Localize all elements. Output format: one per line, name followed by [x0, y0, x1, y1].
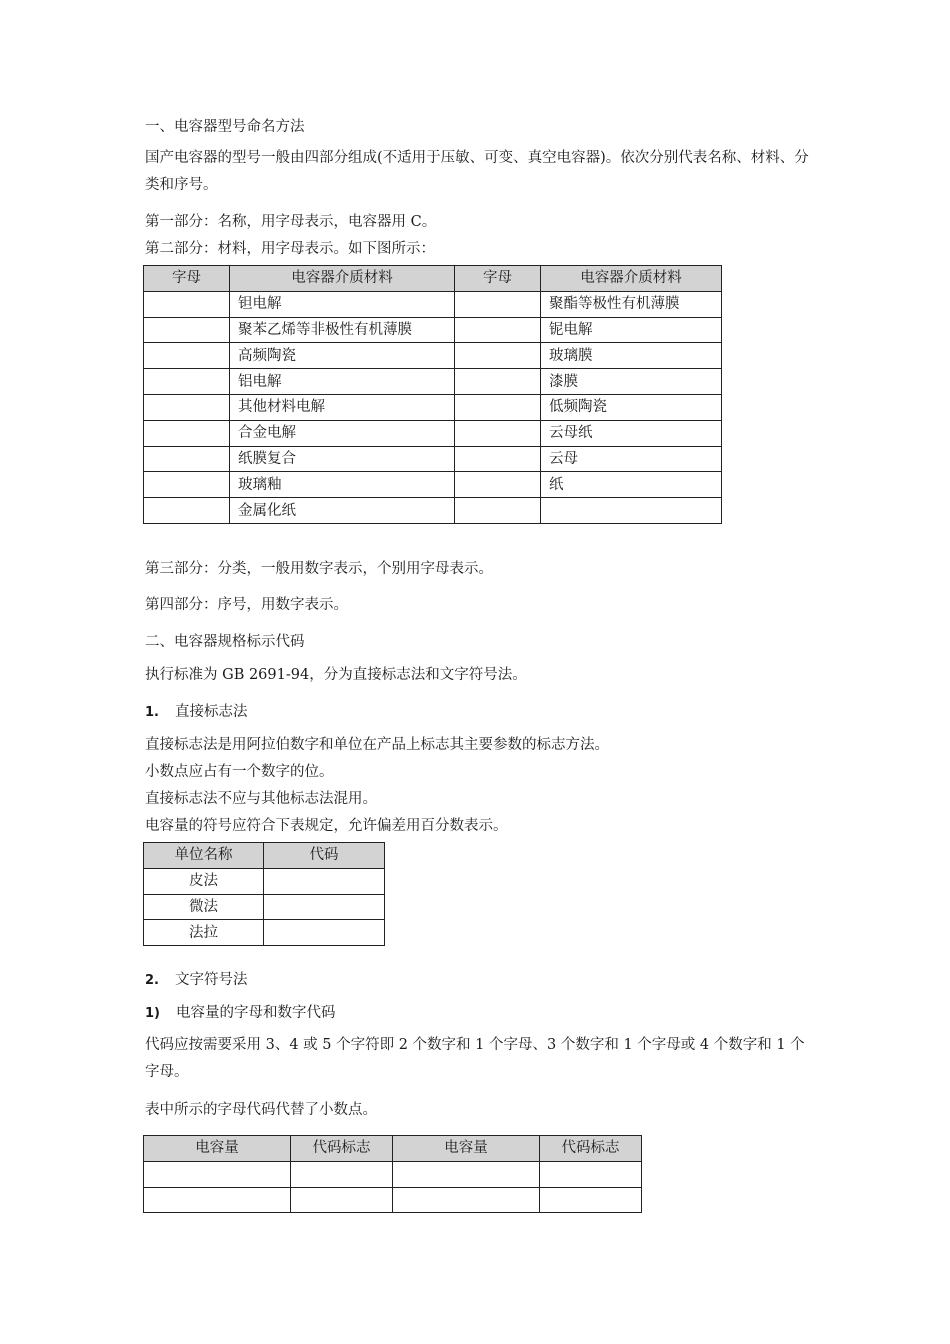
subsection2-number: 2.	[145, 973, 159, 988]
cell-letter	[455, 446, 541, 472]
cell-capacitance	[144, 1161, 291, 1187]
header-code: 代码	[264, 843, 385, 869]
cell-letter	[455, 420, 541, 446]
subsection2-1-title	[145, 1003, 336, 1024]
cell-unit-name: 法拉	[144, 920, 264, 946]
cell-code	[264, 868, 385, 894]
cell-material: 纸	[541, 472, 722, 498]
part3-text: 第三部分：分类，一般用数字表示，个别用字母表示。	[145, 561, 493, 577]
subsection1-number: 1.	[145, 705, 159, 720]
standard-text: 执行标准为 GB 2691-94，分为直接标志法和文字符号法。	[145, 667, 527, 683]
direct-line-1: 直接标志法是用阿拉伯数字和单位在产品上标志其主要参数的标志方法。	[145, 737, 609, 753]
cell-material: 纸膜复合	[230, 446, 455, 472]
header-letter: 字母	[455, 266, 541, 292]
table-header-row	[144, 1136, 642, 1162]
section1-intro: 国产电容器的型号一般由四部分组成(不适用于压敏、可变、真空电容器)。依次分别代表名称、材料、分类和序号。	[145, 150, 809, 193]
cell-material: 高频陶瓷	[230, 343, 455, 369]
cell-letter	[455, 498, 541, 524]
subsection2-title	[145, 970, 247, 991]
direct-line-3: 直接标志法不应与其他标志法混用。	[145, 791, 377, 807]
material-table	[143, 265, 722, 524]
subsection2-label: 文字符号法	[174, 972, 248, 988]
header-code-mark: 代码标志	[540, 1136, 642, 1162]
cell-material: 玻璃膜	[541, 343, 722, 369]
cell-letter	[144, 498, 230, 524]
header-material: 电容器介质材料	[230, 266, 455, 292]
section1-heading: 一、电容器型号命名方法	[145, 119, 305, 135]
cell-code-mark	[540, 1187, 642, 1213]
cell-unit-name: 微法	[144, 894, 264, 920]
table-row	[144, 868, 385, 894]
table-row	[144, 369, 722, 395]
cell-material: 金属化纸	[230, 498, 455, 524]
cell-letter	[455, 369, 541, 395]
table-row	[144, 920, 385, 946]
header-unit-name: 单位名称	[144, 843, 264, 869]
cell-letter	[144, 343, 230, 369]
table-row	[144, 291, 722, 317]
subsection1-title	[145, 702, 247, 723]
cell-code	[264, 894, 385, 920]
part1-text: 第一部分：名称，用字母表示，电容器用 C。	[145, 214, 437, 230]
cell-letter	[455, 343, 541, 369]
subsection2-1-number: 1)	[145, 1006, 160, 1021]
cell-material: 低频陶瓷	[541, 394, 722, 420]
cell-material: 合金电解	[230, 420, 455, 446]
cell-code-mark	[291, 1161, 393, 1187]
cell-letter	[144, 446, 230, 472]
cell-letter	[455, 472, 541, 498]
header-material: 电容器介质材料	[541, 266, 722, 292]
cell-material: 云母纸	[541, 420, 722, 446]
cell-capacitance	[144, 1187, 291, 1213]
cell-material: 铝电解	[230, 369, 455, 395]
cell-material: 漆膜	[541, 369, 722, 395]
cell-capacitance	[393, 1187, 540, 1213]
subsection2-1-label: 电容量的字母和数字代码	[176, 1005, 336, 1021]
cell-code	[264, 920, 385, 946]
cell-material: 玻璃釉	[230, 472, 455, 498]
cell-letter	[144, 291, 230, 317]
cell-letter	[144, 369, 230, 395]
table-row	[144, 1187, 642, 1213]
cell-capacitance	[393, 1161, 540, 1187]
table-row	[144, 343, 722, 369]
cell-material	[541, 498, 722, 524]
header-code-mark: 代码标志	[291, 1136, 393, 1162]
table-header-row	[144, 266, 722, 292]
cell-letter	[455, 291, 541, 317]
table-row	[144, 1161, 642, 1187]
cell-unit-name: 皮法	[144, 868, 264, 894]
header-capacitance: 电容量	[393, 1136, 540, 1162]
cell-code-mark	[540, 1161, 642, 1187]
cell-letter	[144, 472, 230, 498]
cell-letter	[455, 317, 541, 343]
unit-table	[143, 842, 385, 946]
header-letter: 字母	[144, 266, 230, 292]
table-row	[144, 472, 722, 498]
cell-material: 聚酯等极性有机薄膜	[541, 291, 722, 317]
cell-material: 聚苯乙烯等非极性有机薄膜	[230, 317, 455, 343]
table-header-row	[144, 843, 385, 869]
table-row	[144, 317, 722, 343]
section2-heading: 二、电容器规格标示代码	[145, 634, 305, 650]
cell-letter	[144, 394, 230, 420]
cell-material: 其他材料电解	[230, 394, 455, 420]
code-table	[143, 1135, 642, 1213]
cell-letter	[455, 394, 541, 420]
part4-text: 第四部分：序号，用数字表示。	[145, 597, 348, 613]
table-row	[144, 394, 722, 420]
direct-line-2: 小数点应占有一个数字的位。	[145, 764, 334, 780]
cell-letter	[144, 317, 230, 343]
table-row	[144, 498, 722, 524]
table-row	[144, 420, 722, 446]
code-paragraph: 代码应按需要采用 3、4 或 5 个字符即 2 个数字和 1 个字母、3 个数字和 1 个字母或 4 个数字和 1 个字母。	[145, 1037, 805, 1080]
part2-text: 第二部分：材料，用字母表示。如下图所示：	[145, 241, 435, 257]
cell-material: 铌电解	[541, 317, 722, 343]
cell-material: 钽电解	[230, 291, 455, 317]
table-row	[144, 894, 385, 920]
table-row	[144, 446, 722, 472]
cell-code-mark	[291, 1187, 393, 1213]
code-note: 表中所示的字母代码代替了小数点。	[145, 1102, 377, 1118]
cell-material: 云母	[541, 446, 722, 472]
direct-line-4: 电容量的符号应符合下表规定，允许偏差用百分数表示。	[145, 818, 508, 834]
subsection1-label: 直接标志法	[174, 704, 248, 720]
header-capacitance: 电容量	[144, 1136, 291, 1162]
cell-letter	[144, 420, 230, 446]
